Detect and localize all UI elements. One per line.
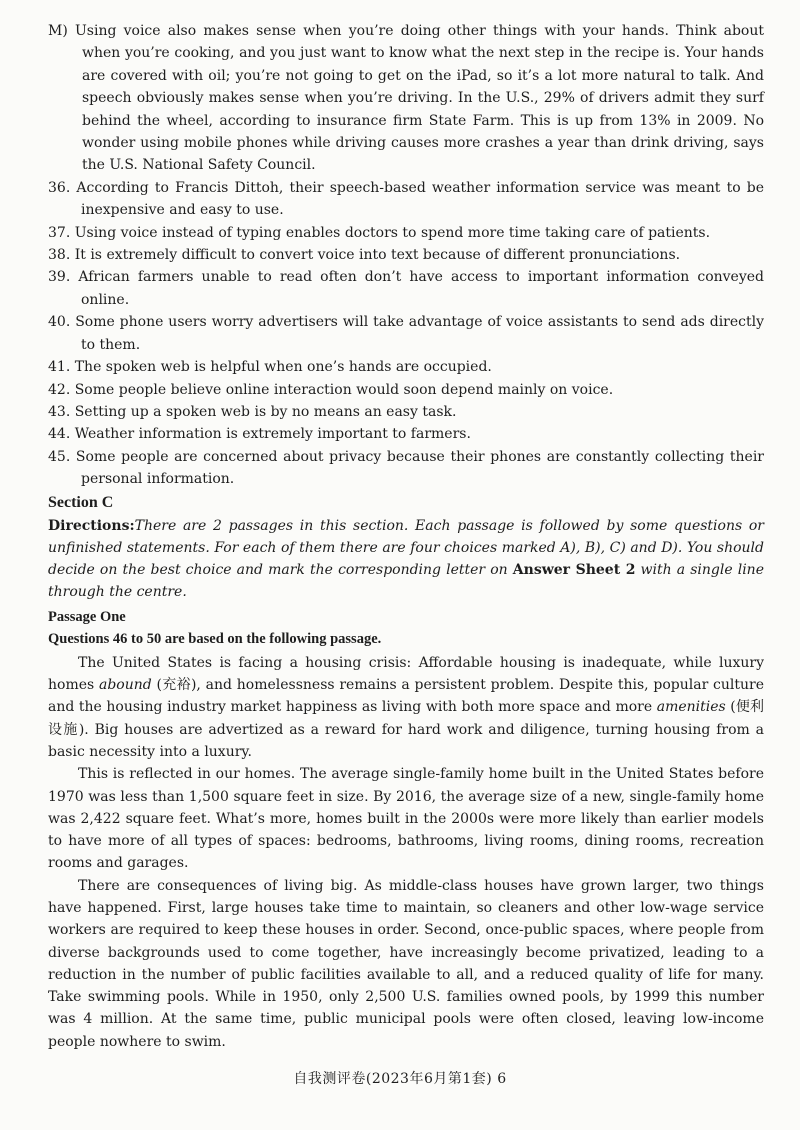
statement-37 (48, 222, 764, 244)
page-content (48, 20, 764, 1053)
statement-text: Some people are concerned about privacy because their phones are constantly collecting their personal information. (75, 448, 764, 488)
statement-text: Setting up a spoken web is by no means an easy task. (74, 403, 457, 420)
passage-paragraph-2: This is reflected in our homes. The average single-family home built in the United States before 1970 was less than 1,500 square feet in size. By 2016, the average size of a new, single-family home was 2,422 square feet. What’s more, homes built in the 2000s were more likely than earlier models to have more of all types of spaces: bedrooms, bathrooms, living rooms, dining rooms, recreation rooms and garages. (48, 766, 764, 872)
statement-text: It is extremely difficult to convert voice into text because of different pronunciations. (74, 247, 681, 264)
section-c-directions (48, 515, 764, 604)
statement-42 (48, 379, 764, 401)
text-run: (便利设施). Big houses are advertized as a reward for hard work and diligence, turning housing from a basic necessity into a luxury. (48, 699, 765, 760)
statement-text: Some people believe online interaction would soon depend mainly on voice. (74, 381, 614, 398)
statement-36 (48, 177, 764, 222)
statement-43 (48, 401, 764, 423)
statement-number: 43. (48, 403, 71, 420)
statement-38 (48, 244, 764, 266)
statement-number: 40. (48, 314, 71, 331)
text-run: The United States is facing a housing crisis: Affordable housing is inadequate, while luxury homes (48, 654, 764, 694)
statement-45 (48, 446, 764, 491)
statement-text: According to Francis Dittoh, their speech-based weather information service was meant to be inexpensive and easy to use. (76, 179, 765, 219)
statement-40 (48, 311, 764, 356)
statement-39 (48, 266, 764, 311)
statement-number: 37. (48, 224, 71, 241)
item-label: M) (48, 23, 68, 39)
statement-44 (48, 423, 764, 445)
statement-number: 42. (48, 381, 71, 398)
statement-number: 39. (48, 269, 71, 286)
glossed-word-amenities: amenities (656, 699, 726, 716)
page-footer: 自我测评卷(2023年6月第1套) 6 (293, 1071, 507, 1087)
text-run: (充裕), and homelessness remains a persistent problem. Despite this, popular culture and the housing industry market happiness as living with both more space and more (48, 677, 764, 716)
statement-text: African farmers unable to read often don’t have access to important information conveyed online. (78, 269, 764, 308)
answer-sheet-label: Answer Sheet 2 (512, 562, 636, 579)
passage-paragraph-3: There are consequences of living big. As middle-class houses have grown larger, two things have happened. First, large houses take time to maintain, so cleaners and other low-wage service workers are required to keep these houses in order. Second, once-public spaces, where people from diverse backgrounds used to come together, have increasingly become privatized, leading to a reduction in the number of public facilities available to all, and a reduced quality of life for many. Take swimming pools. While in 1950, only 2,500 U.S. families owned pools, by 1999 this number was 4 million. At the same time, public municipal pools were often closed, leaving low-income people nowhere to swim. (48, 877, 764, 1050)
statement-text: Some phone users worry advertisers will take advantage of voice assistants to send ads directly to them. (75, 314, 764, 353)
statement-number: 41. (48, 359, 71, 376)
statement-text: The spoken web is helpful when one’s hands are occupied. (74, 359, 492, 376)
passage-title: Passage One (48, 608, 126, 625)
directions-lead: Directions: (48, 517, 135, 534)
statement-41 (48, 356, 764, 378)
section-c-title: Section C (48, 493, 114, 511)
passage-paragraph-1 (48, 652, 764, 763)
item-text: Using voice also makes sense when you’re doing other things with your hands. Think about when you’re cooking, and you just want to know what the next step in the recipe is. Your hands are covered with oil; you’re not going to get on the iPad, so it’s a lot more natural to talk. And speech obviously makes sense when you’re driving. In the U.S., 29% of drivers admit they surf behind the wheel, according to insurance firm State Farm. This is up from 13% in 2009. No wonder using mobile phones while driving causes more crashes a year than drink driving, says the U.S. National Safety Council. (74, 23, 764, 174)
statement-number: 38. (48, 247, 71, 264)
statement-text: Using voice instead of typing enables doctors to spend more time taking care of patients. (74, 224, 711, 241)
statement-number: 44. (48, 426, 71, 443)
statement-text: Weather information is extremely important to farmers. (74, 426, 471, 443)
statement-number: 45. (48, 448, 71, 465)
glossed-word-abound: abound (98, 677, 152, 694)
directions-text-end: with a single line through the centre. (48, 562, 764, 601)
paragraph-m (48, 20, 764, 177)
statement-number: 36. (48, 179, 71, 196)
questions-range-line: Questions 46 to 50 are based on the following passage. (48, 630, 382, 647)
directions-text: There are 2 passages in this section. Each passage is followed by some questions or unfinished statements. For each of them there are four choices marked A), B), C) and D). You should decide on the best choice and mark the corresponding letter on (48, 517, 764, 579)
